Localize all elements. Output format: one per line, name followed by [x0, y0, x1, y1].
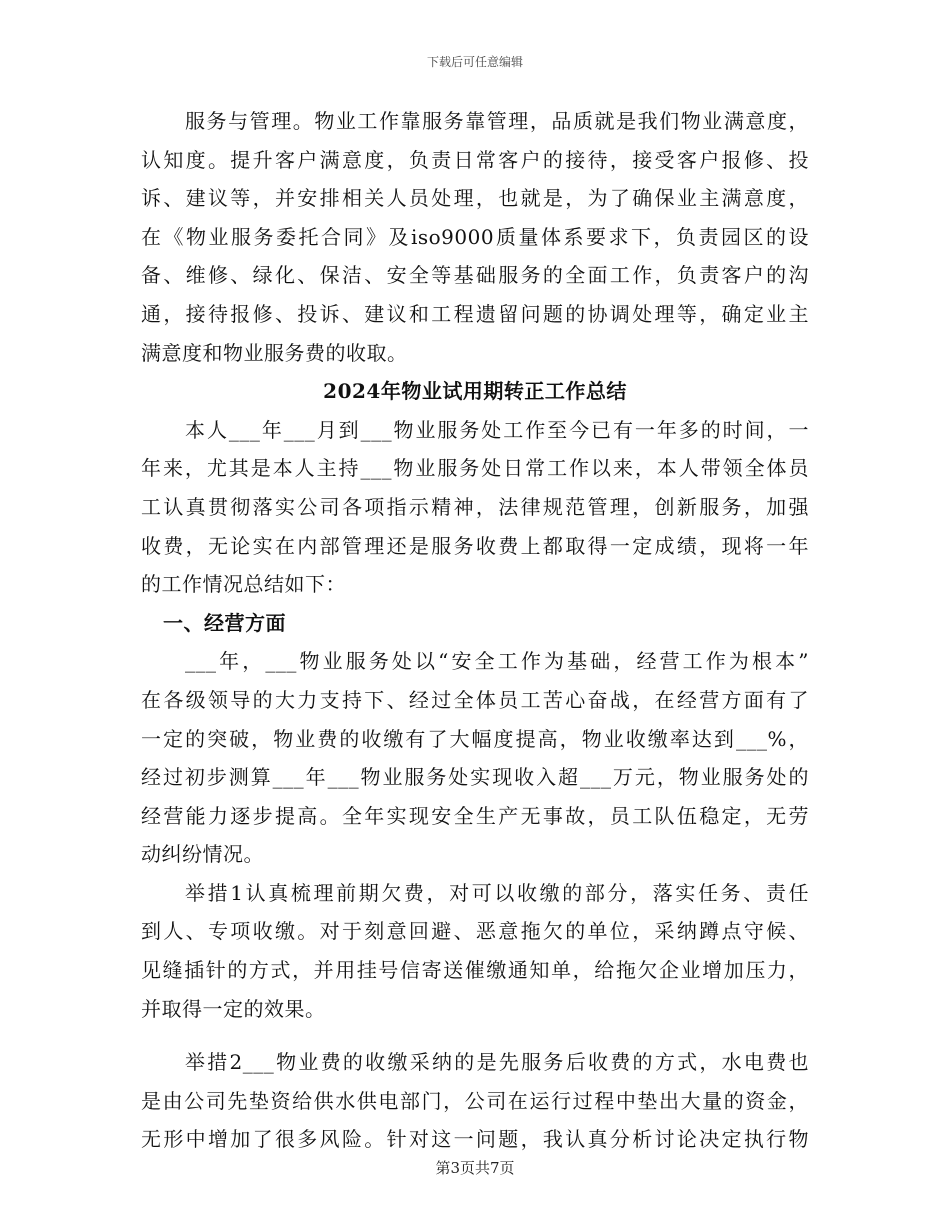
text-line: 到人、专项收缴。对于刻意回避、恶意拖欠的单位，采纳蹲点守候、	[141, 919, 809, 944]
text-line: 满意度和物业服务费的收取。	[141, 340, 408, 365]
paragraph-gap	[141, 1028, 809, 1043]
text-line: 工认真贯彻落实公司各项指示精神，法律规范管理，创新服务，加强	[141, 494, 809, 519]
header-note: 下载后可任意编辑	[426, 55, 523, 69]
text-line: 年来，尤其是本人主持___物业服务处日常工作以来，本人带领全体员	[141, 456, 809, 481]
section-heading: 一、经营方面	[163, 610, 286, 635]
text-line: 经营能力逐步提高。全年实现安全生产无事故，员工队伍稳定，无劳	[141, 803, 809, 828]
text-line: 无形中增加了很多风险。针对这一问题，我认真分析讨论决定执行物	[141, 1127, 809, 1152]
text-line: 的工作情况总结如下：	[141, 572, 346, 597]
text-line: 通，接待报修、投诉、建议和工程遗留问题的协调处理等，确定业主	[141, 301, 809, 326]
text-line: 备、维修、绿化、保洁、安全等基础服务的全面工作，负责客户的沟	[141, 263, 809, 288]
page-number: 第3页共7页	[435, 1159, 515, 1177]
text-line: 见缝插针的方式，并用挂号信寄送催缴通知单，给拖欠企业增加压力，	[141, 958, 809, 983]
text-line: 收费，无论实在内部管理还是服务收费上都取得一定成绩，现将一年	[141, 533, 809, 558]
text-line: 在各级领导的大力支持下、经过全体员工苦心奋战，在经营方面有了	[141, 687, 809, 712]
text-line: 服务与管理。物业工作靠服务靠管理，品质就是我们物业满意度，	[185, 109, 809, 133]
text-line: ___年，___物业服务处以“安全工作为基础，经营工作为根本”	[185, 649, 809, 674]
text-line: 并取得一定的效果。	[141, 996, 326, 1021]
text-line: 举措2___物业费的收缴采纳的是先服务后收费的方式，水电费也	[185, 1050, 809, 1075]
text-line: 诉、建议等，并安排相关人员处理，也就是，为了确保业主满意度，	[141, 186, 809, 211]
text-line: 是由公司先垫资给供水供电部门，公司在运行过程中垫出大量的资金，	[141, 1088, 809, 1113]
document-body	[141, 102, 809, 1159]
text-line: 经过初步测算___年___物业服务处实现收入超___万元，物业服务处的	[141, 765, 809, 790]
text-line: 认知度。提升客户满意度，负责日常客户的接待，接受客户报修、投	[141, 147, 809, 172]
document-title: 2024年物业试用期转正工作总结	[323, 379, 627, 404]
text-line: 动纠纷情况。	[141, 842, 264, 867]
text-line: 在《物业服务委托合同》及iso9000质量体系要求下，负责园区的设	[141, 224, 809, 249]
text-line: 一定的突破，物业费的收缴有了大幅度提高，物业收缴率达到___%，	[141, 726, 809, 751]
text-line: 本人___年___月到___物业服务处工作至今已有一年多的时间，一	[185, 417, 809, 442]
text-line: 举措1认真梳理前期欠费，对可以收缴的部分，落实任务、责任	[185, 880, 809, 905]
